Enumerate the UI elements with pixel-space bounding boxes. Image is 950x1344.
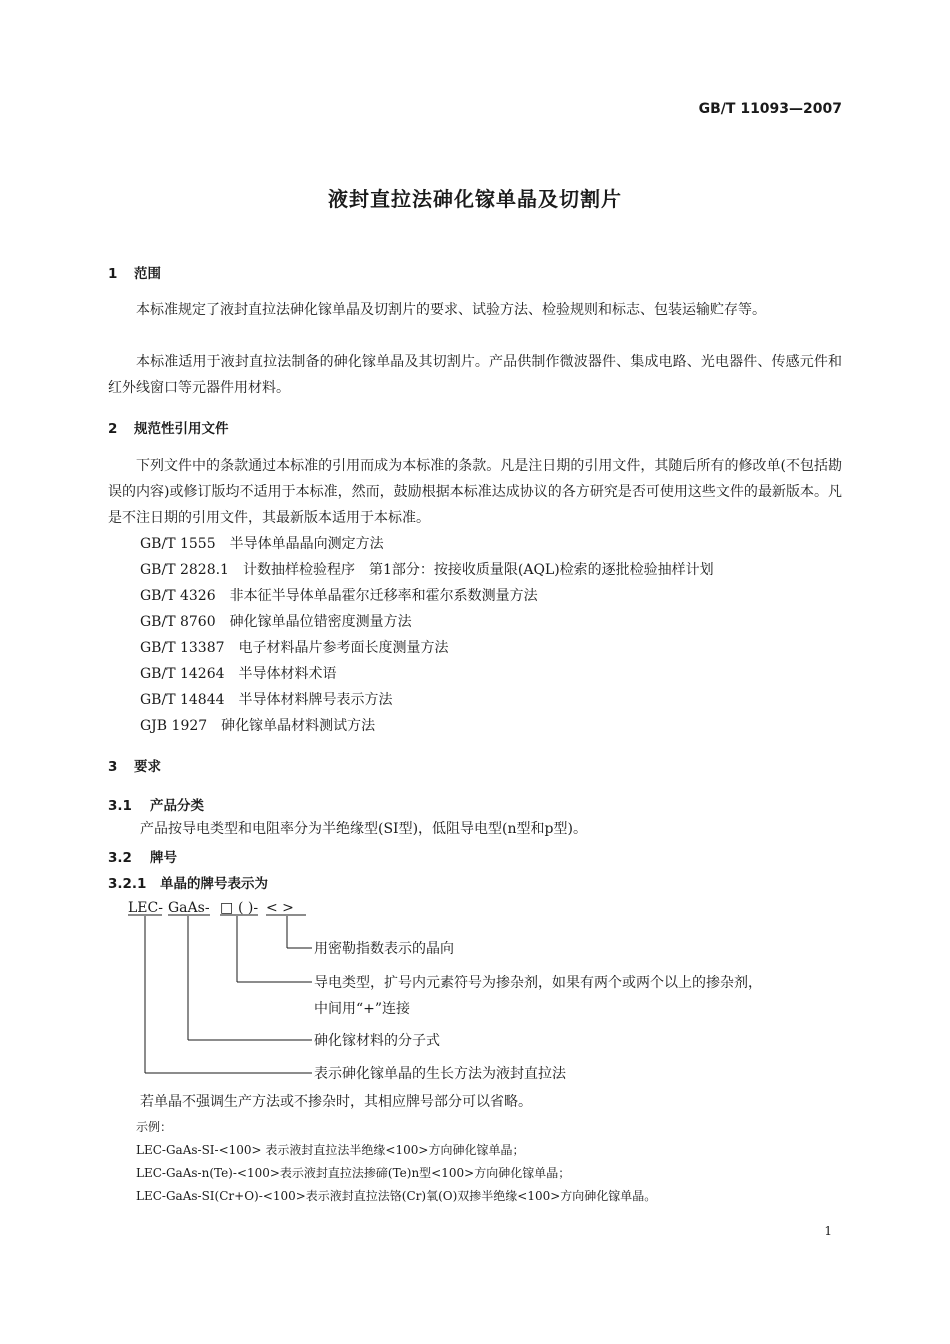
reference-code: GB/T 14844 — [140, 692, 225, 708]
document-title: 液封直拉法砷化镓单晶及切割片 — [328, 187, 622, 211]
reference-item — [140, 689, 393, 709]
product-classification-text: 产品按导电类型和电阻率分为半绝缘型(SI型)，低阻导电型(n型和p型)。 — [140, 821, 587, 837]
subsection-number: 3.1 — [108, 798, 132, 814]
paragraph: 下列文件中的条款通过本标准的引用而成为本标准的条款。凡是注日期的引用文件，其随后所有的修改单(不包括勘误的内容)或修订版均不适用于本标准，然而，鼓励根据本标准达成协议的各方研究是否可使用这些文件的最新版本。凡是不注日期的引用文件，其最新版本适用于本标准。 — [108, 458, 842, 526]
subsection-3-2-1-heading — [108, 872, 268, 892]
designation-part-lec: LEC- — [128, 900, 163, 916]
standard-number: GB/T 11093—2007 — [698, 101, 842, 117]
reference-title: 半导体材料牌号表示方法 — [238, 692, 393, 708]
omission-note: 若单晶不强调生产方法或不掺杂时，其相应牌号部分可以省略。 — [140, 1094, 532, 1110]
reference-title: 电子材料晶片参考面长度测量方法 — [238, 640, 449, 656]
section-3-heading — [108, 755, 161, 775]
section-number: 2 — [108, 421, 118, 437]
designation-diagram — [0, 890, 950, 1090]
designation-part-gaas: GaAs- — [168, 900, 210, 916]
reference-item — [140, 611, 412, 631]
designation-label-orientation: 用密勒指数表示的晶向 — [314, 941, 454, 957]
reference-title: 非本征半导体单晶霍尔迁移率和霍尔系数测量方法 — [229, 588, 538, 604]
reference-item — [140, 533, 384, 553]
subsection-number: 3.2.1 — [108, 876, 147, 892]
reference-item — [140, 715, 375, 735]
reference-code: GB/T 14264 — [140, 666, 225, 682]
designation-label-conductivity: 导电类型，扩号内元素符号为掺杂剂，如果有两个或两个以上的掺杂剂， — [314, 975, 762, 991]
designation-label-method: 表示砷化镓单晶的生长方法为液封直拉法 — [314, 1066, 566, 1082]
reference-title: 砷化镓单晶位错密度测量方法 — [229, 614, 412, 630]
section-title: 规范性引用文件 — [134, 421, 229, 437]
designation-part-orientation: < > — [266, 900, 294, 916]
reference-title: 半导体单晶晶向测定方法 — [229, 536, 384, 552]
reference-title: 计数抽样检验程序 第1部分：按接收质量限(AQL)检索的逐批检验抽样计划 — [242, 562, 714, 578]
paragraph: 本标准规定了液封直拉法砷化镓单晶及切割片的要求、试验方法、检验规则和标志、包装运输贮存等。 — [136, 302, 766, 318]
reference-code: GJB 1927 — [140, 718, 208, 734]
section-title: 要求 — [134, 759, 161, 775]
subsection-title: 单晶的牌号表示为 — [160, 876, 268, 892]
subsection-number: 3.2 — [108, 850, 132, 866]
designation-part-dopant: ( )- — [238, 900, 259, 916]
designation-label-conductivity-cont: 中间用“+”连接 — [314, 1001, 411, 1017]
subsection-3-1-heading — [108, 794, 204, 814]
reference-code: GB/T 13387 — [140, 640, 225, 656]
reference-title: 砷化镓单晶材料测试方法 — [221, 718, 376, 734]
section-number: 1 — [108, 266, 118, 282]
reference-item — [140, 585, 538, 605]
reference-item — [140, 559, 714, 579]
reference-code: GB/T 4326 — [140, 588, 216, 604]
section-title: 范围 — [134, 266, 161, 282]
example-item: LEC-GaAs-SI(Cr+O)-<100>表示液封直拉法铬(Cr)氧(O)双掺半绝缘<100>方向砷化镓单晶。 — [136, 1189, 657, 1203]
reference-code: GB/T 8760 — [140, 614, 216, 630]
designation-label-formula: 砷化镓材料的分子式 — [314, 1033, 440, 1049]
section-1-heading — [108, 262, 161, 282]
section-2-heading — [108, 417, 229, 437]
reference-item — [140, 663, 337, 683]
section-number: 3 — [108, 759, 118, 775]
reference-code: GB/T 2828.1 — [140, 562, 229, 578]
example-item: LEC-GaAs-SI-<100> 表示液封直拉法半绝缘<100>方向砷化镓单晶； — [136, 1143, 525, 1157]
subsection-title: 产品分类 — [150, 798, 204, 814]
reference-item — [140, 637, 449, 657]
page-number: 1 — [824, 1224, 832, 1238]
reference-code: GB/T 1555 — [140, 536, 216, 552]
example-item: LEC-GaAs-n(Te)-<100>表示液封直拉法掺碲(Te)n型<100>方向砷化镓单晶； — [136, 1166, 571, 1180]
subsection-3-2-heading — [108, 846, 177, 866]
reference-title: 半导体材料术语 — [238, 666, 337, 682]
subsection-title: 牌号 — [150, 850, 177, 866]
example-label: 示例： — [136, 1120, 173, 1134]
designation-part-type: □ — [220, 900, 234, 916]
paragraph: 本标准适用于液封直拉法制备的砷化镓单晶及其切割片。产品供制作微波器件、集成电路、光电器件、传感元件和红外线窗口等元器件用材料。 — [108, 354, 842, 396]
